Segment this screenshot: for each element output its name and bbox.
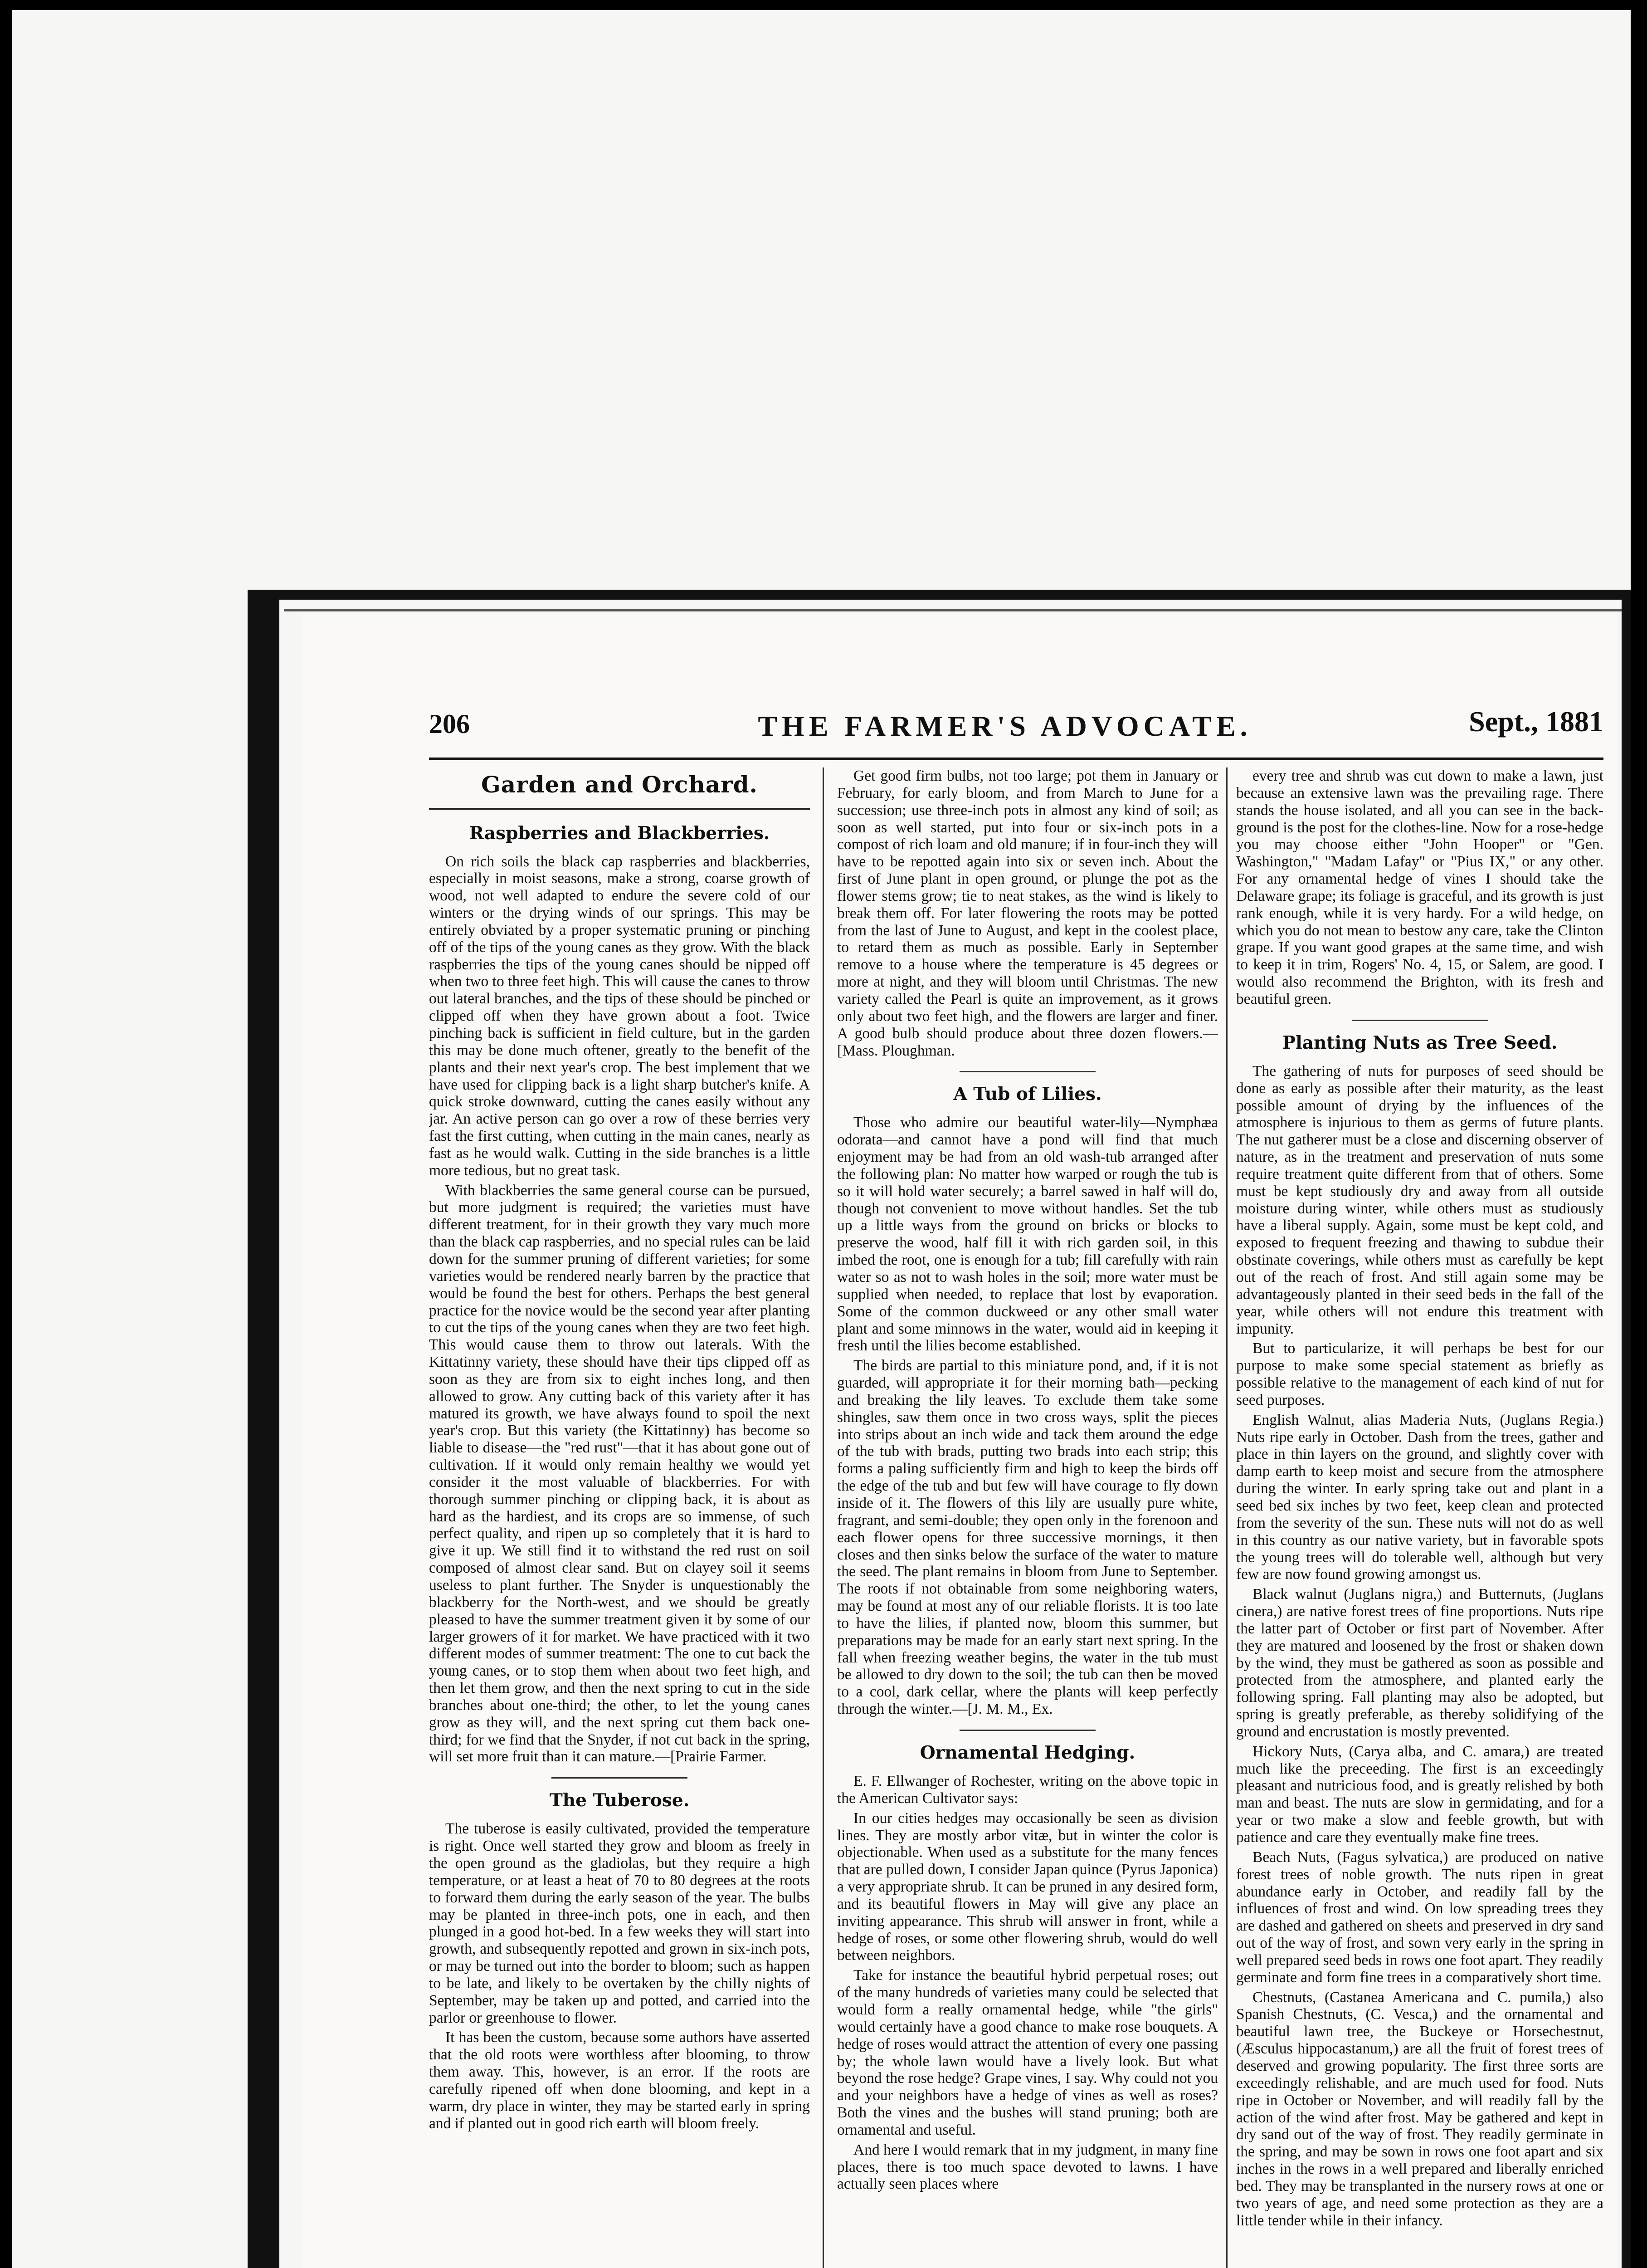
paragraph: Get good firm bulbs, not too large; pot them in January or February, for early bloom, and from March to June for a succession; use three-inch pots in almost any kind of soil; as soon as well started, put into four or six-inch pots in a compost of rich loam and old manure; if in four-inch they will have to be repotted again into six or seven inch. About the first of June plant in open ground, or plunge the pot as the flower stems grow; tie to neat stakes, as the wind is likely to break them off. For later flowering the roots may be potted from the last of June to August, and kept in the coolest place, to retard them as much as possible. Early in September remove to a house where the temperature is 45 degrees or more at night, and they will bloom until Christmas. The new variety called the Pearl is quite an improvement, as it grows only about two feet high, and the flowers are larger and finer. A good bulb should produce about three dozen flowers.—[Mass. Ploughman. [837, 767, 1218, 1059]
column-3 [1236, 767, 1603, 2268]
paragraph: With blackberries the same general course can be pursued, but more judgment is required; the varieties must have different treatment, for in their growth they vary much more than the black cap raspberries, and no special rules can be laid down for the summer pruning of different varieties; for some varieties would be rendered nearly barren by the practice that would be found the best for others. Perhaps the best general practice for the novice would be the second year after planting to cut the tips of the young canes when they are two feet high. This would cause them to throw out laterals. With the Kittatinny variety, these should have their tips clipped off as soon as they are from six to eight inches long, and then allowed to grow. Any cutting back of this variety after it has matured its growth, we have always found to spoil the next year's crop. But this variety (the Kittatinny) has become so liable to disease—the "red rust"—that it has about gone out of cultivation. If it would only remain healthy we would yet consider it the most valuable of blackberries. For with thorough summer pinching or clipping back, it is about as hard as the hardiest, and its crops are so immense, of such perfect quality, and ripen up so completely that it is hard to give it up. We still find it to withstand the red rust on soil composed of almost clear sand. But on clayey soil it seems useless to plant further. The Snyder is unquestionably the blackberry for the North-west, and we should be greatly pleased to have the summer treatment given it by some of our larger growers of it for market. We have practiced with it two different modes of summer treatment: The one to cut back the young canes, or to stop them when about two feet high, and then let them grow, and then the next spring to cut in the side branches about one-third; the other, to let the young canes grow as they will, and the next spring cut them back one-third; for we find that the Snyder, if not cut back in the spring, will set more fruit than it can mature.—[Prairie Farmer. [429, 1182, 810, 1765]
paragraph: Those who admire our beautiful water-lily—Nymphæa odorata—and cannot have a pond will find that much enjoyment may be had from an old wash-tub arranged after the following plan: No matter how warped or rough the tub is so it will hold water securely; a barrel sawed in half will do, though not convenient to move without handles. Set the tub up a little ways from the ground on bricks or blocks to preserve the wood, half fill it with rich garden soil, in this imbed the root, one is enough for a tub; fill carefully with rain water so as not to wash holes in the soil; more water must be supplied when needed, to replace that lost by evaporation. Some of the common duckweed or any other small water plant and some minnows in the water, would aid in keeping it fresh until the lilies become established. [837, 1114, 1218, 1354]
page-number: 206 [429, 709, 470, 739]
column-rule [823, 767, 824, 2268]
article-title: A Tub of Lilies. [953, 1084, 1102, 1105]
header-rule [429, 758, 1603, 760]
column-2 [837, 767, 1218, 2268]
article-title: Ornamental Hedging. [920, 1742, 1135, 1763]
page-edge-right [1622, 595, 1631, 2268]
paragraph: Beach Nuts, (Fagus sylvatica,) are produced on native forest trees of noble growth. The nuts ripen in great abundance early in October, and readily fall by the influences of frost and wind. On low spreading trees they are dashed and gathered on sheets and preserved in dry sand out of the way of frost, and sown very early in the spring in well prepared seed beds in rows one foot apart. They readily germinate and form fine trees in a comparatively short time. [1236, 1848, 1603, 1986]
article-title: The Tuberose. [549, 1790, 690, 1811]
paragraph: Chestnuts, (Castanea Americana and C. pumila,) also Spanish Chestnuts, (C. Vesca,) and the ornamental and beautiful lawn tree, the Buckeye or Horsechestnut, (Æsculus hippocastanum,) are all the fruit of forest trees of deserved and growing popularity. The first three sorts are exceedingly relishable, and are much used for food. Nuts ripe in October or November, and will readily fall by the action of the wind after frost. May be gathered and kept in dry sand out of the way of frost. They readily germinate in the spring, and may be sown in rows one foot apart and six inches in the rows in a well prepared and liberally enriched bed. They may be transplanted in the nursery rows at one or two years of age, and need some protection as they are a little tender while in their infancy. [1236, 1989, 1603, 2229]
article-divider [960, 1071, 1096, 1072]
column-1 [429, 767, 810, 2268]
paragraph: English Walnut, alias Maderia Nuts, (Juglans Regia.) Nuts ripe early in October. Dash from the trees, gather and place in thin layers on the ground, and slightly cover with damp earth to keep moist and secure from the atmosphere during the winter. In early spring take out and plant in a seed bed six inches by two feet, keep clean and protected from the severity of the sun. These nuts will not do as well in this country as our native variety, but in favorable spots the young trees will do tolerable well, although but very few are now found growing amongst us. [1236, 1411, 1603, 1583]
paragraph: It has been the custom, because some authors have asserted that the old roots were worthless after blooming, to throw them away. This, however, is an error. If the roots are carefully ripened off when done blooming, and kept in a warm, dry place in winter, they may be started early in spring and if planted out in good rich earth will bloom freely. [429, 2029, 810, 2132]
paragraph: Hickory Nuts, (Carya alba, and C. amara,) are treated much like the preceeding. The first is an exceedingly pleasant and nutricious food, and is greatly relished by both man and beast. The nuts are slow in germidating, and for a year or two make a slow and feeble growth, but with patience and care they eventually make fine trees. [1236, 1743, 1603, 1846]
scan-background [12, 10, 1631, 2268]
column-rule [1226, 767, 1228, 2268]
paragraph: every tree and shrub was cut down to make a lawn, just because an extensive lawn was the prevailing rage. There stands the house isolated, and all you can see in the back-ground is the post for the clothes-line. Now for a rose-hedge you may choose either "John Hooper" or "Gen. Washington," "Madam Lafay" or "Pius IX," or any other. For any ornamental hedge of vines I should take the Delaware grape; its foliage is graceful, and its growth is just rank enough, while it is very hardy. For a wild hedge, on which you do not mean to bestow any care, take the Clinton grape. If you want good grapes at the same time, and wish to keep it in trim, Rogers' No. 4, 15, or Salem, are good. I would also recommend the Brighton, with its fresh and beautiful green. [1236, 767, 1603, 1007]
paragraph: On rich soils the black cap raspberries and blackberries, especially in moist seasons, make a strong, coarse growth of wood, not well adapted to endure the severe cold of our winters or the drying winds of our springs. This may be entirely obviated by a proper systematic pruning or pinching off of the tips of the young canes as they grow. With the black raspberries the tips of the young canes should be nipped off when two to three feet high. This will cause the canes to throw out lateral branches, and the tips of these should be pinched or clipped off when they have grown about a foot. Twice pinching back is sufficient in field culture, but in the garden this may be done much oftener, greatly to the benefit of the plants and their next year's crop. The best implement that we have used for clipping back is a light sharp butcher's knife. A quick stroke downward, cutting the canes easily without any jar. An active person can go over a row of these berries very fast the first cutting, when cutting in the main canes, nearly as fast as he would walk. Cutting in the side branches is a little more tedious, but no great task. [429, 853, 810, 1179]
binding-shadow-left [248, 590, 279, 2268]
paragraph: E. F. Ellwanger of Rochester, writing on the above topic in the American Cultivator says: [837, 1773, 1218, 1807]
paragraph: The gathering of nuts for purposes of seed should be done as early as possible after their maturity, as the least possible amount of drying by the influences of the atmosphere is injurious to them as germs of future plants. The nut gatherer must be a close and discerning observer of nature, as in the treatment and preservation of nuts some require treatment quite different from that of others. Some must be kept studiously dry and away from all outside moisture during winter, while others must as studiously have a liberal supply. Again, some must be kept cold, and exposed to frequent freezing and thawing to subdue their obstinate coverings, while others must as carefully be kept out of the reach of frost. And still again some may be advantageously planted in their seed beds in the fall of the year, while others will not endure this treatment with impunity. [1236, 1062, 1603, 1337]
paragraph: And here I would remark that in my judgment, in many fine places, there is too much space devoted to lawns. I have actually seen places where [837, 2141, 1218, 2193]
paragraph: Black walnut (Juglans nigra,) and Butternuts, (Juglans cinera,) are native forest trees of fine proportions. Nuts ripe the latter part of October or first part of November. After they are matured and loosened by the frost or shaken down by the wind, they must be gathered as soon as possible and protected from the atmosphere, and planted early the following spring. Fall planting may also be adopted, but spring is greatly preferable, as thereby solidifying of the ground and encrustation is mostly prevented. [1236, 1586, 1603, 1740]
article-title: Raspberries and Blackberries. [469, 822, 770, 844]
binding-rule [284, 609, 1631, 611]
section-heading: Garden and Orchard. [481, 771, 758, 798]
paragraph: The tuberose is easily cultivated, provided the temperature is right. Once well started they grow and bloom as freely in the open ground as the gladiolas, but they require a high temperature, or at least a heat of 70 to 80 degrees at the roots to forward them during the early season of the year. The bulbs may be planted in three-inch pots, one in each, and then plunged in a good hot-bed. In a few weeks they will start into growth, and subsequently repotted and grown in six-inch pots, or may be turned out into the border to bloom; such as happen to be late, and likely to be overtaken by the chilly nights of September, may be taken up and potted, and carried into the parlor or greenhouse to flower. [429, 1820, 810, 2026]
binding-shadow-top [248, 590, 1631, 600]
section-rule [429, 808, 810, 810]
masthead: THE FARMER'S ADVOCATE. [758, 710, 1252, 742]
paragraph: The birds are partial to this miniature pond, and, if it is not guarded, will appropriate it for their morning bath—pecking and breaking the lily leaves. To exclude them take some shingles, saw them once in two cross ways, split the pieces into strips about an inch wide and tack them around the edge of the tub with brads, putting two brads into each strip; this forms a paling sufficiently firm and high to keep the birds off the edge of the tub and but few will have courage to fly down inside of it. The flowers of this lily are usually pure white, fragrant, and semi-double; they open only in the forenoon and each flower opens for three successive mornings, it then closes and then sinks below the surface of the water to mature the seed. The plant remains in bloom from June to September. The roots if not obtainable from some neighboring waters, may be found at most any of our reliable florists. It is too late to have the lilies, if planted now, bloom this summer, but preparations may be made for an early start next spring. In the fall when freezing weather begins, the water in the tub must be allowed to dry down to the soil; the tub can then be moved to a cool, dark cellar, where the plants will keep perfectly through the winter.—[J. M. M., Ex. [837, 1357, 1218, 1718]
paragraph: Take for instance the beautiful hybrid perpetual roses; out of the many hundreds of varieties many could be selected that would form a really ornamental hedge, while "the girls" would certainly have a good chance to make rose bouquets. A hedge of roses would attract the attention of every one passing by; the whole lawn would have a lively look. But what beyond the rose hedge? Grape vines, I say. Why could not you and your neighbors have a hedge of vines as well as roses? Both the vines and the bushes will stand pruning; both are ornamental and useful. [837, 1967, 1218, 2138]
article-title: Planting Nuts as Tree Seed. [1282, 1032, 1558, 1053]
article-divider [1352, 1020, 1488, 1021]
article-divider [960, 1730, 1096, 1731]
article-divider [551, 1777, 687, 1779]
page-header [429, 695, 1603, 749]
paragraph: But to particularize, it will perhaps be best for our purpose to make some special statement as briefly as possible relative to the management of each kind of nut for seed purposes. [1236, 1340, 1603, 1408]
newspaper-page [302, 613, 1617, 2268]
issue-date: Sept., 1881 [1469, 705, 1603, 738]
paragraph: In our cities hedges may occasionally be seen as division lines. They are mostly arbor vitæ, but in winter the color is objectionable. When used as a substitute for the many fences that are pulled down, I consider Japan quince (Pyrus Japonica) a very appropriate shrub. It can be pruned in any desired form, and its beautiful flowers in May will give any place an inviting appearance. This shrub will answer in front, while a hedge of roses, or some other flowering shrub, would do well between neighbors. [837, 1809, 1218, 1964]
